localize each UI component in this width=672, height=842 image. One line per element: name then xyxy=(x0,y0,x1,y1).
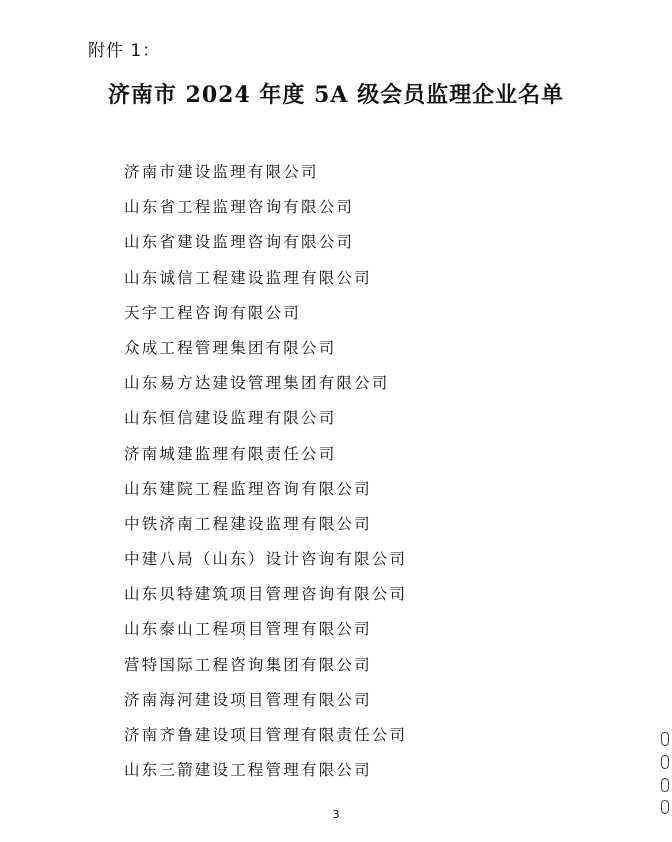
edge-mark xyxy=(661,755,669,769)
list-item: 众成工程管理集团有限公司 xyxy=(124,338,337,357)
list-item: 山东省工程监理咨询有限公司 xyxy=(124,198,355,217)
list-item: 山东三箭建设工程管理有限公司 xyxy=(124,761,372,780)
list-item: 济南海河建设项目管理有限公司 xyxy=(124,690,372,709)
list-item: 山东省建设监理咨询有限公司 xyxy=(124,233,355,252)
page-title: 济南市 2024 年度 5A 级会员监理企业名单 xyxy=(107,82,565,108)
list-item: 营特国际工程咨询集团有限公司 xyxy=(124,655,372,674)
company-list xyxy=(124,158,407,791)
list-item: 山东泰山工程项目管理有限公司 xyxy=(124,620,372,639)
attachment-label: 附件 1： xyxy=(88,41,161,61)
edge-mark xyxy=(661,732,669,746)
list-item: 山东易方达建设管理集团有限公司 xyxy=(124,374,390,393)
edge-mark xyxy=(661,800,669,814)
list-item: 天宇工程咨询有限公司 xyxy=(124,303,302,322)
list-item: 中建八局（山东）设计咨询有限公司 xyxy=(124,550,408,569)
list-item: 济南市建设监理有限公司 xyxy=(124,163,319,181)
list-item: 山东建院工程监理咨询有限公司 xyxy=(124,479,372,498)
edge-mark xyxy=(661,778,669,792)
page-number: 3 xyxy=(332,808,340,821)
list-item: 山东诚信工程建设监理有限公司 xyxy=(124,268,372,287)
list-item: 山东贝特建筑项目管理咨询有限公司 xyxy=(124,585,408,604)
list-item: 山东恒信建设监理有限公司 xyxy=(124,409,337,428)
list-item: 济南城建监理有限责任公司 xyxy=(124,444,337,463)
list-item: 济南齐鲁建设项目管理有限责任公司 xyxy=(124,726,408,744)
list-item: 中铁济南工程建设监理有限公司 xyxy=(124,514,372,533)
